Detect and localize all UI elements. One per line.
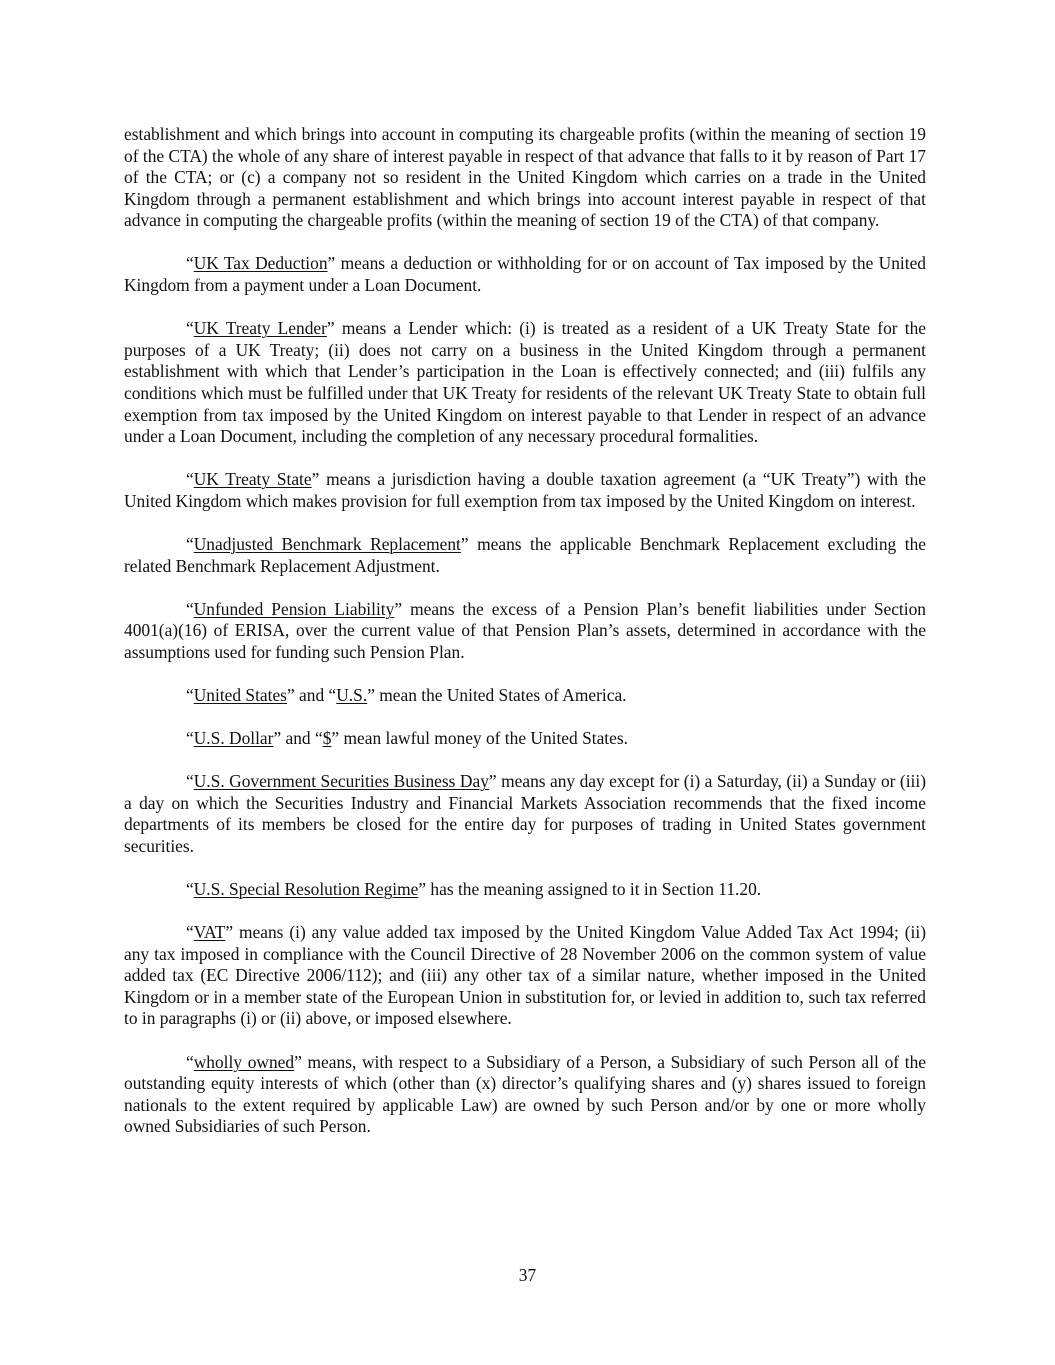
defined-term: United States — [193, 684, 287, 705]
definition-unadjusted-benchmark-replacement: “Unadjusted Benchmark Replacement” means the applicable Benchmark Replacement excluding the related Benchmark Replacement Adjustment. — [124, 533, 926, 576]
definition-text: means the excess of a Pension Plan’s benefit liabilities under Section 4001(a)(16) of ERISA, over the current value of that Pension Plan’s assets, determined in accordance with the assumptions used for funding such Pension Plan. — [124, 598, 926, 662]
definition-text: means a Lender which: (i) is treated as a resident of a UK Treaty State for the purposes of a UK Treaty; (ii) does not carry on a business in the United Kingdom through a permanent establishment with which that Lender’s participation in the Loan is effectively connected; and (iii) fulfils any conditions which must be fulfilled under that UK Treaty for residents of the relevant UK Treaty State to obtain full exemption from tax imposed by the United Kingdom on interest payable to that Lender in respect of an advance under a Loan Document, including the completion of any necessary procedural formalities. — [124, 318, 926, 447]
page-number: 37 — [518, 1265, 537, 1285]
document-body — [124, 124, 926, 1159]
definition-us-special-resolution-regime: “U.S. Special Resolution Regime” has the meaning assigned to it in Section 11.20. — [186, 878, 762, 899]
definition-connector: and — [294, 684, 329, 705]
definition-text: means (i) any value added tax imposed by the United Kingdom Value Added Tax Act 1994; (ii) any tax imposed in compliance with the Council Directive of 28 November 2006 on the common system of value added tax (EC Directive 2006/112); and (iii) any other tax of a similar nature, whether imposed in the United Kingdom or in a member state of the European Union in substitution for, or levied in addition to, such tax referred to in paragraphs (i) or (ii) above, or imposed elsewhere. — [124, 922, 926, 1029]
defined-term: U.S. Government Securities Business Day — [193, 771, 489, 792]
definition-text: means a jurisdiction having a double taxation agreement (a “UK Treaty”) with the United Kingdom which makes provision for full exemption from tax imposed by the United Kingdom on interest. — [124, 469, 926, 511]
defined-term: wholly owned — [193, 1051, 295, 1072]
defined-term: Unadjusted Benchmark Replacement — [193, 533, 461, 554]
definition-text: mean lawful money of the United States. — [339, 727, 628, 748]
defined-term: U.S. Special Resolution Regime — [193, 878, 419, 899]
defined-term: UK Treaty State — [193, 469, 312, 490]
definition-text: means any day except for (i) a Saturday, (ii) a Sunday or (iii) a day on which the Securities Industry and Financial Markets Association recommends that the fixed income departments of its members be closed for the entire day for purposes of trading in United States government securities. — [124, 771, 926, 856]
definition-text: means a deduction or withholding for or on account of Tax imposed by the United Kingdom from a payment under a Loan Document. — [124, 253, 926, 296]
paragraph-text: establishment and which brings into account in computing its chargeable profits (within the meaning of section 19 of the CTA) the whole of any share of interest payable in respect of that advance that falls to it by reason of Part 17 of the CTA; or (c) a company not so resident in the United Kingdom which carries on a trade in the United Kingdom through a permanent establishment and which brings into account interest payable in respect of that advance in computing the chargeable profits (within the meaning of section 19 of the CTA) of that company. — [124, 124, 926, 231]
definition-uk-tax-deduction: “UK Tax Deduction” means a deduction or withholding for or on account of Tax imposed by the United Kingdom from a payment under a Loan Document. — [124, 253, 926, 296]
defined-term: UK Tax Deduction — [193, 253, 328, 274]
defined-term: UK Treaty Lender — [193, 318, 327, 339]
definition-vat: “VAT” means (i) any value added tax imposed by the United Kingdom Value Added Tax Act 1994; (ii) any tax imposed in compliance with the Council Directive of 28 November 2006 on the common system of value added tax (EC Directive 2006/112); and (iii) any other tax of a similar nature, whether imposed in the United Kingdom or in a member state of the European Union in substitution for, or levied in addition to, such tax referred to in paragraphs (i) or (ii) above, or imposed elsewhere. — [124, 922, 926, 1029]
defined-term-alt: U.S. — [336, 684, 368, 705]
definition-wholly-owned: “wholly owned” means, with respect to a Subsidiary of a Person, a Subsidiary of such Person all of the outstanding equity interests of which (other than (x) director’s qualifying shares and (y) shares issued to foreign nationals to the extent required by applicable Law) are owned by such Person and/or by one or more wholly owned Subsidiaries of such Person. — [124, 1051, 926, 1137]
paragraph-continuation — [124, 124, 926, 232]
definition-text: means the applicable Benchmark Replacement excluding the related Benchmark Replacement Adjustment. — [124, 533, 926, 576]
defined-term: VAT — [193, 922, 226, 943]
definition-us-government-securities-business-day: “U.S. Government Securities Business Day” means any day except for (i) a Saturday, (ii) a Sunday or (iii) a day on which the Securities Industry and Financial Markets Association recommends that the fixed income departments of its members be closed for the entire day for purposes of trading in United States government securities. — [124, 771, 926, 856]
definition-text: mean the United States of America. — [374, 684, 627, 705]
definition-uk-treaty-state: “UK Treaty State” means a jurisdiction having a double taxation agreement (a “UK Treaty”) with the United Kingdom which makes provision for full exemption from tax imposed by the United Kingdom on interest. — [124, 469, 926, 511]
definition-connector: and — [281, 727, 315, 748]
defined-term: U.S. Dollar — [193, 727, 274, 748]
definition-us-dollar: “U.S. Dollar” and “$” mean lawful money of the United States. — [186, 727, 628, 748]
defined-term: Unfunded Pension Liability — [193, 598, 395, 619]
defined-term-alt: $ — [322, 727, 332, 748]
definition-uk-treaty-lender: “UK Treaty Lender” means a Lender which: (i) is treated as a resident of a UK Treaty State for the purposes of a UK Treaty; (ii) does not carry on a business in the United Kingdom through a permanent establishment with which that Lender’s participation in the Loan is effectively connected; and (iii) fulfils any conditions which must be fulfilled under that UK Treaty for residents of the relevant UK Treaty State to obtain full exemption from tax imposed by the United Kingdom on interest payable to that Lender in respect of an advance under a Loan Document, including the completion of any necessary procedural formalities. — [124, 318, 926, 447]
definition-unfunded-pension-liability: “Unfunded Pension Liability” means the excess of a Pension Plan’s benefit liabilities under Section 4001(a)(16) of ERISA, over the current value of that Pension Plan’s assets, determined in accordance with the assumptions used for funding such Pension Plan. — [124, 598, 926, 662]
definition-text: has the meaning assigned to it in Section 11.20. — [426, 878, 762, 899]
definition-text: means, with respect to a Subsidiary of a Person, a Subsidiary of such Person all of the outstanding equity interests of which (other than (x) director’s qualifying shares and (y) shares issued to foreign nationals to the extent required by applicable Law) are owned by such Person and/or by one or more wholly owned Subsidiaries of such Person. — [124, 1051, 926, 1137]
definition-united-states: “United States” and “U.S.” mean the United States of America. — [186, 684, 627, 705]
